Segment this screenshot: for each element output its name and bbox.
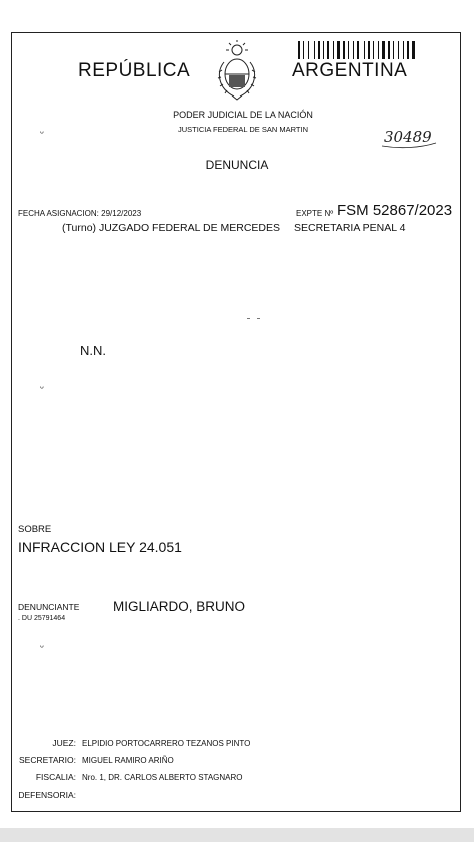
- juez-label: JUEZ:: [52, 738, 76, 748]
- handwritten-number: [380, 124, 440, 150]
- barcode-bar: [323, 41, 324, 59]
- secretario-value: MIGUEL RAMIRO ARIÑO: [82, 756, 174, 765]
- header-republica: REPÚBLICA: [78, 60, 191, 81]
- secretaria: SECRETARIA PENAL 4: [294, 222, 406, 234]
- scan-speck: [257, 318, 260, 319]
- barcode-bar: [318, 41, 320, 59]
- barcode: [298, 41, 460, 59]
- denunciante-label: DENUNCIANTE: [18, 602, 80, 612]
- barcode-bar: [398, 41, 399, 59]
- barcode-bar: [303, 41, 304, 59]
- barcode-bar: [308, 41, 309, 59]
- barcode-bar: [368, 41, 370, 59]
- barcode-bar: [388, 41, 390, 59]
- document-title: DENUNCIA: [205, 158, 269, 172]
- barcode-bar: [357, 41, 359, 59]
- barcode-bar: [343, 41, 345, 59]
- secretario-label: SECRETARIO:: [19, 755, 76, 765]
- imputado: N.N.: [80, 343, 106, 358]
- turno-juzgado: (Turno) JUZGADO FEDERAL DE MERCEDES: [62, 222, 281, 234]
- barcode-bar: [412, 41, 415, 59]
- barcode-bar: [333, 41, 334, 59]
- barcode-bar: [382, 41, 385, 59]
- barcode-bar: [364, 41, 365, 59]
- expte-number: FSM 52867/2023: [337, 202, 453, 219]
- barcode-bar: [353, 41, 354, 59]
- barcode-bar: [407, 41, 409, 59]
- denunciante-id: . DU 25791464: [18, 615, 66, 622]
- svg-text:30489: 30489: [384, 128, 432, 146]
- sobre-label: SOBRE: [18, 524, 52, 535]
- barcode-bar: [393, 41, 394, 59]
- scan-speck: [247, 318, 250, 319]
- barcode-bar: [337, 41, 340, 59]
- barcode-bar: [378, 41, 379, 59]
- institution-name: PODER JUDICIAL DE LA NACIÓN: [173, 110, 313, 120]
- court-name: JUSTICIA FEDERAL DE SAN MARTIN: [177, 125, 309, 134]
- fiscalia-label: FISCALIA:: [35, 772, 76, 782]
- juez-value: ELPIDIO PORTOCARRERO TEZANOS PINTO: [82, 739, 251, 748]
- header-argentina: ARGENTINA: [292, 60, 408, 81]
- scan-mark: ᵕ: [40, 128, 44, 139]
- denunciante-name: MIGLIARDO, BRUNO: [113, 599, 246, 614]
- sobre-value: INFRACCION LEY 24.051: [18, 539, 182, 555]
- fiscalia-value: Nro. 1, DR. CARLOS ALBERTO STAGNARO: [82, 773, 243, 782]
- barcode-bar: [403, 41, 404, 59]
- barcode-bar: [348, 41, 349, 59]
- scan-mark: ᵕ: [40, 642, 44, 653]
- barcode-bar: [327, 41, 329, 59]
- barcode-bar: [298, 41, 300, 59]
- defensoria-label: DEFENSORIA:: [18, 790, 76, 800]
- page-footer-band: [0, 828, 474, 842]
- scan-mark: ᵕ: [40, 383, 44, 394]
- national-seal-icon: [214, 40, 260, 102]
- expte-label: EXPTE Nº: [296, 209, 334, 218]
- barcode-bar: [373, 41, 374, 59]
- fecha-asignacion: FECHA ASIGNACION: 29/12/2023: [18, 209, 142, 218]
- barcode-bar: [314, 41, 315, 59]
